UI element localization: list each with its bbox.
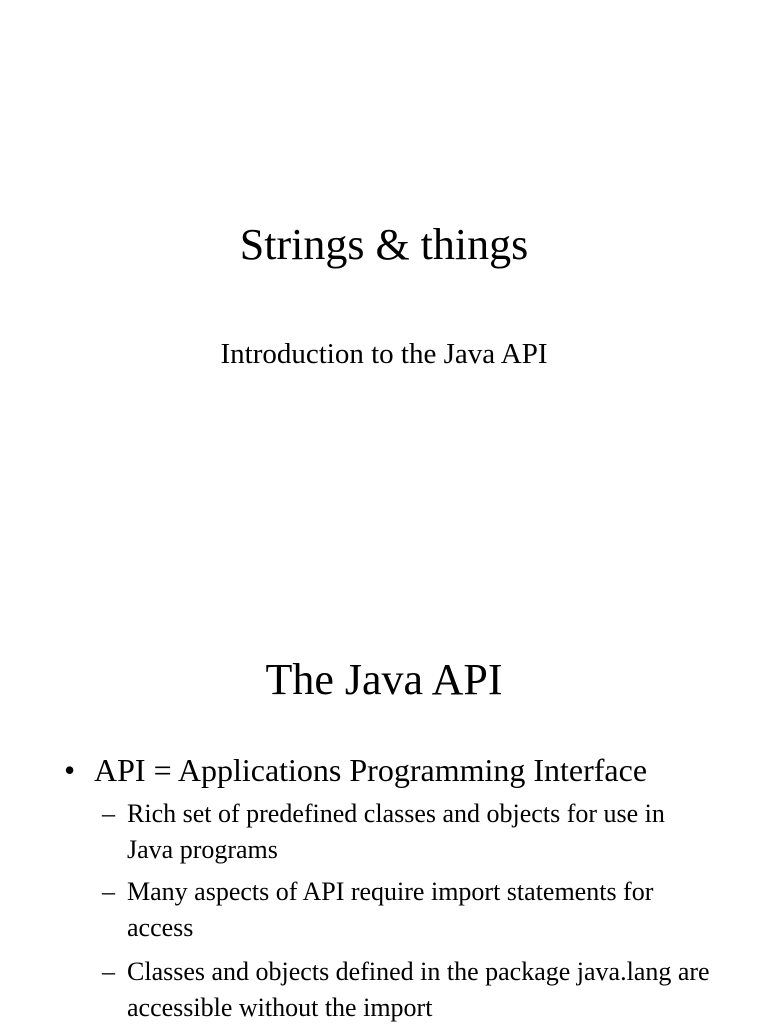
- slide-title: Strings & things: [239, 220, 529, 269]
- sub-bullet-text: Many aspects of API require import statements for access: [127, 877, 654, 942]
- sub-bullet-text: Rich set of predefined classes and objects for use in Java programs: [127, 799, 665, 864]
- slide-heading: The Java API: [265, 655, 503, 704]
- sub-bullet-item: [102, 954, 722, 1026]
- bullet-text: API = Applications Programming Interface: [94, 752, 648, 788]
- slide-subtitle: Introduction to the Java API: [220, 338, 548, 370]
- slide-java-api: [0, 560, 768, 1024]
- dash-icon: –: [102, 799, 115, 828]
- sub-bullet-text: Classes and objects defined in the package java.lang are accessible without the import: [127, 957, 710, 1022]
- dash-icon: –: [102, 877, 115, 906]
- bullet-dot-icon: •: [64, 752, 76, 788]
- dash-icon: –: [102, 957, 115, 986]
- sub-bullet-item: [102, 796, 722, 868]
- sub-bullet-item: [102, 874, 722, 946]
